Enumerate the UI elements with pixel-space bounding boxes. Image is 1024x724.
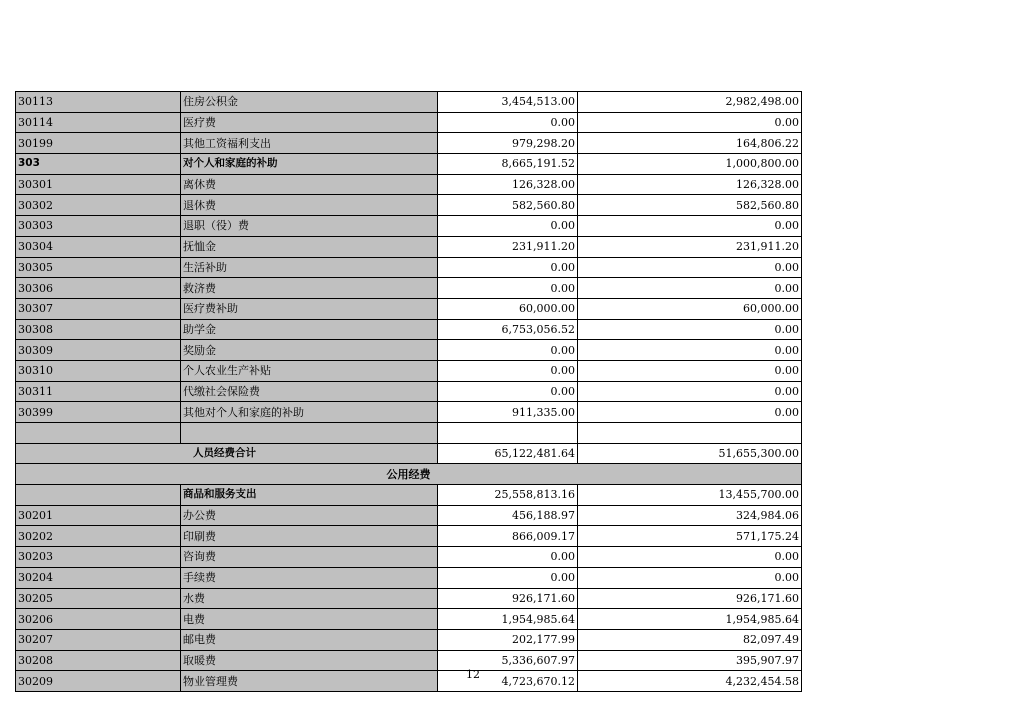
table-row <box>16 567 802 588</box>
table-row <box>16 526 802 547</box>
row-code: 30203 <box>16 547 181 568</box>
budget-table <box>15 91 802 692</box>
row-value-col1: 0.00 <box>438 112 578 133</box>
row-code: 30303 <box>16 216 181 237</box>
section-title: 公用经费 <box>16 464 802 485</box>
table-row <box>16 402 802 423</box>
row-name: 个人农业生产补贴 <box>181 360 438 381</box>
row-name: 人员经费合计 <box>181 443 438 464</box>
row-value-col1: 0.00 <box>438 360 578 381</box>
row-value-col2: 4,232,454.58 <box>578 671 802 692</box>
row-name: 水费 <box>181 588 438 609</box>
row-name: 抚恤金 <box>181 236 438 257</box>
row-value-col2: 0.00 <box>578 360 802 381</box>
table-row <box>16 381 802 402</box>
row-value-col1: 0.00 <box>438 216 578 237</box>
row-value-col2: 0.00 <box>578 112 802 133</box>
row-value-col1: 926,171.60 <box>438 588 578 609</box>
row-value-col1: 0.00 <box>438 257 578 278</box>
table-row <box>16 485 802 506</box>
row-value-col2: 231,911.20 <box>578 236 802 257</box>
row-value-col1: 4,723,670.12 <box>438 671 578 692</box>
table-row <box>16 154 802 175</box>
row-value-col2: 2,982,498.00 <box>578 92 802 113</box>
row-value-col1: 3,454,513.00 <box>438 92 578 113</box>
row-code <box>16 423 181 444</box>
row-name: 代缴社会保险费 <box>181 381 438 402</box>
row-name: 退职（役）费 <box>181 216 438 237</box>
row-code: 30199 <box>16 133 181 154</box>
table-row <box>16 360 802 381</box>
row-name: 商品和服务支出 <box>181 485 438 506</box>
row-value-col1: 911,335.00 <box>438 402 578 423</box>
row-value-col1: 979,298.20 <box>438 133 578 154</box>
row-value-col1: 0.00 <box>438 547 578 568</box>
row-value-col2: 0.00 <box>578 547 802 568</box>
row-name: 医疗费补助 <box>181 298 438 319</box>
row-name: 对个人和家庭的补助 <box>181 154 438 175</box>
table-row <box>16 629 802 650</box>
row-code: 30308 <box>16 319 181 340</box>
row-value-col1: 60,000.00 <box>438 298 578 319</box>
table-row <box>16 174 802 195</box>
table-row <box>16 319 802 340</box>
row-code: 30207 <box>16 629 181 650</box>
table-row <box>16 92 802 113</box>
row-value-col2: 582,560.80 <box>578 195 802 216</box>
row-code: 30204 <box>16 567 181 588</box>
row-value-col1: 231,911.20 <box>438 236 578 257</box>
row-value-col2: 1,000,800.00 <box>578 154 802 175</box>
row-code: 30113 <box>16 92 181 113</box>
row-name: 物业管理费 <box>181 671 438 692</box>
row-name: 电费 <box>181 609 438 630</box>
row-value-col1: 0.00 <box>438 278 578 299</box>
row-value-col2: 13,455,700.00 <box>578 485 802 506</box>
row-value-col2: 0.00 <box>578 381 802 402</box>
row-value-col2: 0.00 <box>578 278 802 299</box>
table-row <box>16 423 802 444</box>
row-name: 救济费 <box>181 278 438 299</box>
row-name: 邮电费 <box>181 629 438 650</box>
section-row <box>16 464 802 485</box>
row-code: 30307 <box>16 298 181 319</box>
row-name: 取暖费 <box>181 650 438 671</box>
row-value-col1: 0.00 <box>438 340 578 361</box>
section-header <box>16 464 802 485</box>
row-code: 30209 <box>16 671 181 692</box>
table-row <box>16 547 802 568</box>
row-value-col2: 0.00 <box>578 257 802 278</box>
row-code: 30302 <box>16 195 181 216</box>
row-code: 30310 <box>16 360 181 381</box>
row-value-col2: 926,171.60 <box>578 588 802 609</box>
table-row <box>16 236 802 257</box>
row-value-col2: 126,328.00 <box>578 174 802 195</box>
row-value-col2: 60,000.00 <box>578 298 802 319</box>
row-name <box>181 423 438 444</box>
row-value-col2: 324,984.06 <box>578 505 802 526</box>
row-value-col1: 126,328.00 <box>438 174 578 195</box>
table-row <box>16 278 802 299</box>
page-number: 12 <box>466 668 480 681</box>
row-value-col1: 0.00 <box>438 567 578 588</box>
row-name: 医疗费 <box>181 112 438 133</box>
row-name: 住房公积金 <box>181 92 438 113</box>
row-code: 303 <box>16 154 181 175</box>
row-name: 其他工资福利支出 <box>181 133 438 154</box>
row-value-col1: 8,665,191.52 <box>438 154 578 175</box>
row-value-col2: 51,655,300.00 <box>578 443 802 464</box>
row-code: 30206 <box>16 609 181 630</box>
row-value-col2: 1,954,985.64 <box>578 609 802 630</box>
row-code: 30201 <box>16 505 181 526</box>
table-row <box>16 133 802 154</box>
row-name: 助学金 <box>181 319 438 340</box>
row-value-col1: 866,009.17 <box>438 526 578 547</box>
table-row <box>16 195 802 216</box>
row-value-col1: 65,122,481.64 <box>438 443 578 464</box>
row-code: 30208 <box>16 650 181 671</box>
row-code: 30309 <box>16 340 181 361</box>
row-value-col1: 1,954,985.64 <box>438 609 578 630</box>
row-code: 30399 <box>16 402 181 423</box>
row-code: 30311 <box>16 381 181 402</box>
row-value-col1: 25,558,813.16 <box>438 485 578 506</box>
row-value-col1: 6,753,056.52 <box>438 319 578 340</box>
row-value-col1: 456,188.97 <box>438 505 578 526</box>
row-name: 办公费 <box>181 505 438 526</box>
table-row <box>16 112 802 133</box>
row-value-col1: 0.00 <box>438 381 578 402</box>
public-expense-rows <box>16 485 802 692</box>
row-code: 30306 <box>16 278 181 299</box>
row-code: 30301 <box>16 174 181 195</box>
row-value-col1: 582,560.80 <box>438 195 578 216</box>
table-row <box>16 588 802 609</box>
row-name: 其他对个人和家庭的补助 <box>181 402 438 423</box>
row-name: 奖励金 <box>181 340 438 361</box>
table-row <box>16 340 802 361</box>
table-row <box>16 505 802 526</box>
row-name: 印刷费 <box>181 526 438 547</box>
table-row <box>16 216 802 237</box>
row-name: 退休费 <box>181 195 438 216</box>
row-value-col2: 0.00 <box>578 216 802 237</box>
row-name: 离休费 <box>181 174 438 195</box>
table-row <box>16 257 802 278</box>
row-code: 30114 <box>16 112 181 133</box>
row-value-col1: 202,177.99 <box>438 629 578 650</box>
row-code <box>16 443 181 464</box>
row-value-col1 <box>438 423 578 444</box>
row-value-col2: 0.00 <box>578 567 802 588</box>
row-value-col2 <box>578 423 802 444</box>
row-value-col1: 5,336,607.97 <box>438 650 578 671</box>
row-value-col2: 0.00 <box>578 340 802 361</box>
row-code: 30202 <box>16 526 181 547</box>
row-value-col2: 571,175.24 <box>578 526 802 547</box>
personnel-expense-rows <box>16 92 802 464</box>
row-value-col2: 82,097.49 <box>578 629 802 650</box>
row-code: 30205 <box>16 588 181 609</box>
row-code: 30304 <box>16 236 181 257</box>
row-value-col2: 164,806.22 <box>578 133 802 154</box>
table-row <box>16 609 802 630</box>
row-name: 手续费 <box>181 567 438 588</box>
row-code: 30305 <box>16 257 181 278</box>
row-value-col2: 395,907.97 <box>578 650 802 671</box>
row-value-col2: 0.00 <box>578 402 802 423</box>
table-row <box>16 298 802 319</box>
row-value-col2: 0.00 <box>578 319 802 340</box>
row-code <box>16 485 181 506</box>
row-name: 生活补助 <box>181 257 438 278</box>
row-name: 咨询费 <box>181 547 438 568</box>
table-row <box>16 443 802 464</box>
